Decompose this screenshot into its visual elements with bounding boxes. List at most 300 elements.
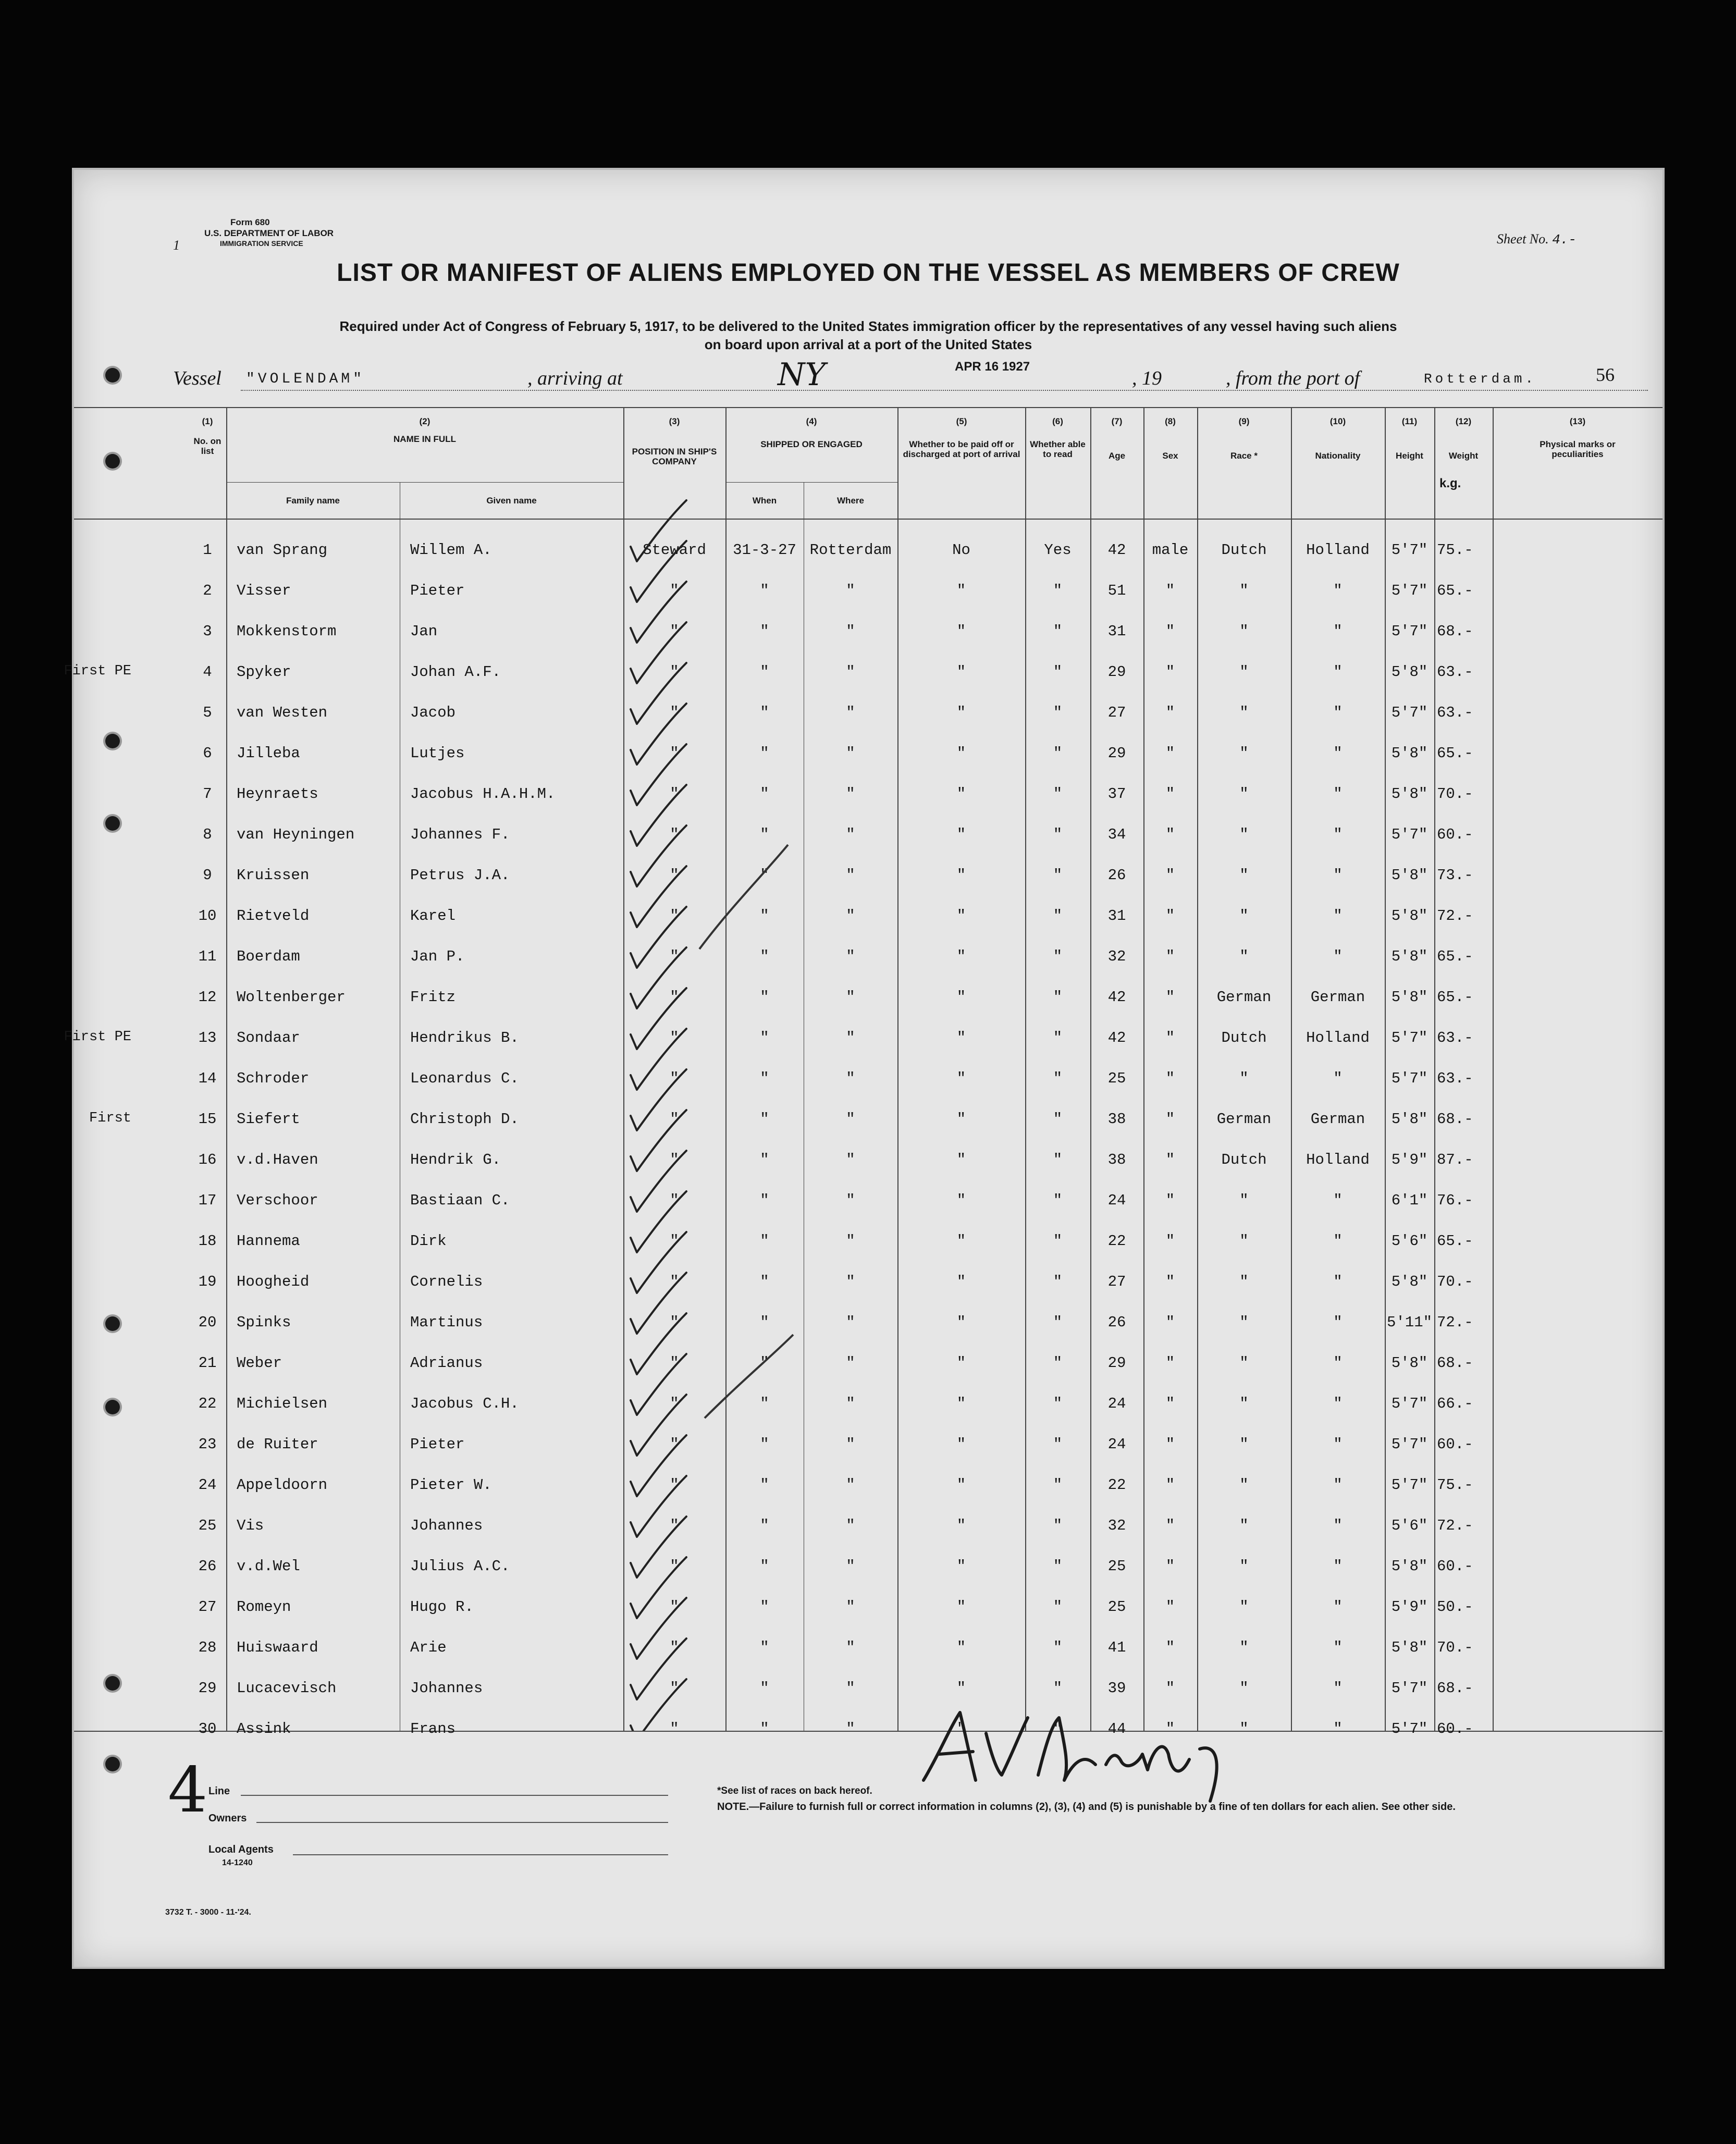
height: 5'6" [1391,1233,1428,1250]
service: IMMIGRATION SERVICE [220,239,303,248]
subtitle-line-1: Required under Act of Congress of February 5, 1917, to be delivered to the United States immigration officer by the representatives of any vessel having such aliens [339,318,1397,334]
height: 5'6" [1391,1517,1428,1534]
paid-off: " [956,826,966,843]
position: " [670,1151,679,1168]
race: " [1239,1192,1249,1209]
sex: " [1165,1233,1175,1250]
paid-off: " [956,1639,966,1656]
checkmark-icon [631,1151,686,1212]
local-agents-rule [293,1854,668,1855]
family-name: Michielsen [237,1395,328,1412]
row-number: 14 [198,1070,217,1087]
row-number: 8 [203,826,212,843]
shipped-where: " [846,826,855,843]
height: 5'8" [1391,948,1428,965]
age: 42 [1107,541,1126,559]
race: " [1239,867,1249,884]
sex: " [1165,1436,1175,1453]
nationality-label: Nationality [1315,450,1361,461]
weight: 65.- [1437,989,1473,1006]
row-number: 3 [203,623,212,640]
shipped-when: " [760,1233,769,1250]
weight: 60.- [1437,1720,1473,1738]
weight: 60.- [1437,826,1473,843]
nationality: " [1333,1354,1343,1372]
nationality: " [1333,704,1343,721]
punch-hole-icon [105,734,120,748]
shipped-where: " [846,867,855,884]
weight: 68.- [1437,1680,1473,1697]
able-to-read: " [1053,1598,1063,1616]
checkmark-icon [631,1476,686,1537]
checkmark-icon [631,541,686,602]
row-number: 21 [198,1354,217,1372]
height: 5'7" [1391,582,1428,599]
shipped-when: " [760,826,769,843]
col-num-7: (7) [1111,416,1123,426]
paid-off: " [956,1720,966,1738]
nationality: " [1333,1680,1343,1697]
weight: 68.- [1437,1354,1473,1372]
position: " [670,704,679,721]
able-to-read: " [1053,704,1063,721]
footer-owners-label: Owners [208,1813,247,1824]
weight: 73.- [1437,867,1473,884]
race: " [1239,785,1249,803]
page-title: LIST OR MANIFEST OF ALIENS EMPLOYED ON THE VESSEL AS MEMBERS OF CREW [337,259,1400,287]
weight: 63.- [1437,1029,1473,1046]
height: 5'8" [1391,1354,1428,1372]
able-to-read: " [1053,1029,1063,1046]
able-to-read: " [1053,785,1063,803]
shipped-where: " [846,1314,855,1331]
given-name: Hendrikus B. [410,1029,519,1046]
vessel-underline [241,390,1648,391]
weight: 72.- [1437,1517,1473,1534]
weight-unit: k.g. [1439,476,1461,491]
row-number: 29 [198,1680,217,1697]
nationality: " [1333,1192,1343,1209]
family-name: Visser [237,582,291,599]
given-name: Hugo R. [410,1598,474,1616]
able-to-read: " [1053,1395,1063,1412]
height: 5'11" [1386,1314,1432,1331]
family-name: Jilleba [237,745,300,762]
signature-icon [908,1702,1231,1806]
shipped-where: " [846,1517,855,1534]
position: " [670,1476,679,1494]
shipped-when: " [760,1151,769,1168]
shipped-where: " [846,1639,855,1656]
position: " [670,582,679,599]
paid-off: " [956,663,966,681]
shipped-where: " [846,907,855,925]
age: 27 [1107,1273,1126,1290]
arriving-value: NY [778,356,826,393]
when-label: When [752,496,777,506]
family-name: v.d.Wel [237,1558,300,1575]
position: " [670,1070,679,1087]
checkmark-icon [631,947,686,1008]
position: " [670,1517,679,1534]
age: 42 [1107,1029,1126,1046]
print-code: 3732 T. - 3000 - 11-'24. [165,1908,251,1917]
sex-label: Sex [1162,450,1178,461]
paid-off: " [956,1273,966,1290]
given-name: Jacobus H.A.H.M. [410,785,556,803]
weight: 70.- [1437,785,1473,803]
position-label: POSITION IN SHIP'S COMPANY [632,446,717,467]
row-number: 17 [198,1192,217,1209]
from-label: , from the port of [1226,367,1360,389]
race: German [1216,989,1272,1006]
family-name: Lucacevisch [237,1680,337,1697]
family-name: v.d.Haven [237,1151,318,1168]
shipped-where: " [846,1720,855,1738]
nationality: German [1310,989,1365,1006]
position: " [670,1436,679,1453]
sheet-number [1497,231,1577,248]
shipped-where: " [846,582,855,599]
height: 5'8" [1391,745,1428,762]
checkmark-icon [631,1232,686,1293]
paid-off: " [956,1517,966,1534]
shipped-when: " [760,1598,769,1616]
sex: " [1165,826,1175,843]
nationality: Holland [1306,1151,1370,1168]
paid-off: " [956,1598,966,1616]
nationality: " [1333,1436,1343,1453]
height: 5'8" [1391,785,1428,803]
sex: " [1165,1720,1175,1738]
punch-hole-icon [105,1757,120,1771]
col-num-6: (6) [1052,416,1063,426]
footer-line-label: Line [208,1785,230,1797]
able-to-read: " [1053,1680,1063,1697]
shipped-when: " [760,907,769,925]
punch-hole-icon [105,1316,120,1331]
no-on-list-label: No. on list [193,436,221,457]
age: 39 [1107,1680,1126,1697]
weight: 60.- [1437,1436,1473,1453]
family-name: Mokkenstorm [237,623,337,640]
nationality: " [1333,745,1343,762]
row-number: 9 [203,867,212,884]
given-name: Hendrik G. [410,1151,501,1168]
position: " [670,989,679,1006]
line-rule [241,1795,668,1796]
sex: " [1165,1314,1175,1331]
position: " [670,1558,679,1575]
shipped-when: " [760,704,769,721]
given-name: Pieter [410,1436,465,1453]
form-heading [204,217,334,248]
shipped-where: " [846,1436,855,1453]
shipped-when: " [760,1192,769,1209]
shipped-where: " [846,663,855,681]
shipped-where: " [846,948,855,965]
family-name: Siefert [237,1111,300,1128]
checkmark-icon [631,988,686,1049]
nationality: " [1333,785,1343,803]
row-number: 2 [203,582,212,599]
age: 24 [1107,1436,1126,1453]
paid-off: " [956,1314,966,1331]
paid-off: " [956,1233,966,1250]
nationality: " [1333,1476,1343,1494]
able-to-read-label: Whether able to read [1030,439,1086,460]
shipped-where: " [846,1070,855,1087]
able-to-read: " [1053,867,1063,884]
height-label: Height [1396,450,1423,461]
weight: 65.- [1437,745,1473,762]
position: Steward [643,541,706,559]
nationality: " [1333,1558,1343,1575]
row-number: 12 [198,989,217,1006]
position: " [670,1639,679,1656]
shipped-where: " [846,1680,855,1697]
checkmark-icon [631,663,686,724]
race: Dutch [1221,541,1267,559]
family-name: Boerdam [237,948,300,965]
position: " [670,867,679,884]
row-number: 5 [203,704,212,721]
paid-off: " [956,1680,966,1697]
checkmark-icon [631,1517,686,1578]
height: 5'7" [1391,826,1428,843]
shipped-when: " [760,1314,769,1331]
weight: 66.- [1437,1395,1473,1412]
height: 5'7" [1391,541,1428,559]
height: 5'7" [1391,704,1428,721]
able-to-read: " [1053,1070,1063,1087]
able-to-read: " [1053,1639,1063,1656]
paid-off: " [956,1436,966,1453]
shipped-where: " [846,989,855,1006]
age: 42 [1107,989,1126,1006]
height: 5'7" [1391,1680,1428,1697]
race: " [1239,1233,1249,1250]
able-to-read: " [1053,1111,1063,1128]
nationality: " [1333,1598,1343,1616]
shipped-when: " [760,785,769,803]
nationality: " [1333,1314,1343,1331]
sex: " [1165,1395,1175,1412]
race: " [1239,1395,1249,1412]
pencil-stroke-icon [699,845,788,949]
pencil-stroke-icon [705,1335,793,1418]
age: 26 [1107,1314,1126,1331]
paid-off: " [956,1558,966,1575]
sex: " [1165,907,1175,925]
shipped-where: " [846,1192,855,1209]
sex: " [1165,1598,1175,1616]
sex: " [1165,1273,1175,1290]
height: 5'8" [1391,663,1428,681]
age: 29 [1107,663,1126,681]
col-num-10: (10) [1329,416,1346,426]
date-stamp: APR 16 1927 [955,360,1030,374]
weight: 60.- [1437,1558,1473,1575]
given-name: Adrianus [410,1354,483,1372]
shipped-when: " [760,1476,769,1494]
sex: " [1165,1517,1175,1534]
age: 25 [1107,1070,1126,1087]
height: 5'7" [1391,623,1428,640]
sex: " [1165,785,1175,803]
local-agents-code: 14-1240 [222,1858,253,1867]
given-name: Martinus [410,1314,483,1331]
able-to-read: " [1053,826,1063,843]
shipped-where: Rotterdam [809,541,892,559]
able-to-read: " [1053,1720,1063,1738]
checkmark-icon [631,785,686,846]
given-name: Cornelis [410,1273,483,1290]
row-number: 4 [203,663,212,681]
family-name: Hoogheid [237,1273,310,1290]
able-to-read: " [1053,989,1063,1006]
shipped-where: " [846,785,855,803]
age: 51 [1107,582,1126,599]
vessel-line [173,356,1643,393]
list-count: 56 [1596,364,1615,385]
given-name: Lutjes [410,745,465,762]
family-name: Romeyn [237,1598,291,1616]
checkmark-icon [631,1598,686,1659]
age: 25 [1107,1598,1126,1616]
shipped-when: " [760,1273,769,1290]
shipped-when: " [760,1720,769,1738]
race: " [1239,704,1249,721]
paid-off: " [956,704,966,721]
given-name: Julius A.C. [410,1558,510,1575]
age: 22 [1107,1476,1126,1494]
able-to-read: " [1053,907,1063,925]
nationality: " [1333,1517,1343,1534]
physical-marks-label: Physical marks or peculiarities [1540,439,1616,460]
shipped-when: " [760,582,769,599]
paid-off: " [956,989,966,1006]
position: " [670,948,679,965]
family-name: Spyker [237,663,291,681]
height: 5'8" [1391,989,1428,1006]
paid-off: " [956,907,966,925]
able-to-read: " [1053,623,1063,640]
family-name: Rietveld [237,907,310,925]
race: " [1239,623,1249,640]
row-number: 26 [198,1558,217,1575]
age: 41 [1107,1639,1126,1656]
col-num-1: (1) [202,416,213,426]
row-number: 28 [198,1639,217,1656]
weight: 70.- [1437,1639,1473,1656]
checkmark-icon [631,1110,686,1171]
nationality: " [1333,582,1343,599]
shipped-where: " [846,1354,855,1372]
sex: " [1165,1476,1175,1494]
height: 5'8" [1391,1111,1428,1128]
paid-off: " [956,745,966,762]
nationality: " [1333,623,1343,640]
paid-off: No [952,541,970,559]
age: 38 [1107,1151,1126,1168]
able-to-read: " [1053,1476,1063,1494]
race: " [1239,1436,1249,1453]
race: " [1239,948,1249,965]
checkmark-icon [631,1313,686,1374]
position: " [670,1233,679,1250]
shipped-when: " [760,1680,769,1697]
weight: 76.- [1437,1192,1473,1209]
weight: 68.- [1437,623,1473,640]
row-number: 30 [198,1720,217,1738]
row-number: 19 [198,1273,217,1290]
family-name: van Heyningen [237,826,355,843]
position: " [670,1680,679,1697]
position: " [670,907,679,925]
nationality: Holland [1306,541,1370,559]
checkmark-icon [631,1638,686,1699]
position: " [670,1395,679,1412]
race-label: Race * [1230,450,1258,461]
paid-off: " [956,867,966,884]
given-name: Petrus J.A. [410,867,510,884]
given-name: Willem A. [410,541,492,559]
where-label: Where [837,496,864,506]
able-to-read: " [1053,1151,1063,1168]
punch-hole-icon [105,454,120,469]
col-num-12: (12) [1455,416,1472,426]
age: 29 [1107,1354,1126,1372]
year-label: , 19 [1132,367,1162,389]
paid-off: " [956,1354,966,1372]
sex: " [1165,1639,1175,1656]
weight: 87.- [1437,1151,1473,1168]
shipped-when: " [760,1395,769,1412]
paid-off: " [956,1395,966,1412]
height: 5'8" [1391,1273,1428,1290]
age: 44 [1107,1720,1126,1738]
weight: 63.- [1437,663,1473,681]
height: 6'1" [1391,1192,1428,1209]
given-name: Fritz [410,989,456,1006]
able-to-read: " [1053,1517,1063,1534]
height: 5'8" [1391,1558,1428,1575]
race: " [1239,745,1249,762]
age: 31 [1107,907,1126,925]
age: 38 [1107,1111,1126,1128]
crew-table [64,407,1663,1738]
form-number: Form 680 [230,217,270,227]
able-to-read: " [1053,1192,1063,1209]
shipped-when: " [760,663,769,681]
shipped-where: " [846,1111,855,1128]
shipped-where: " [846,1273,855,1290]
given-name: Pieter W. [410,1476,492,1494]
position: " [670,1720,679,1738]
weight-label: Weight [1448,450,1479,461]
nationality: " [1333,948,1343,965]
sheet-label: Sheet No. [1497,231,1549,247]
checkmark-icon [631,622,686,683]
height: 5'9" [1391,1151,1428,1168]
nationality: " [1333,663,1343,681]
able-to-read: " [1053,1273,1063,1290]
height: 5'8" [1391,907,1428,925]
given-name: Jan [410,623,438,640]
family-name: Huiswaard [237,1639,318,1656]
position: " [670,1029,679,1046]
